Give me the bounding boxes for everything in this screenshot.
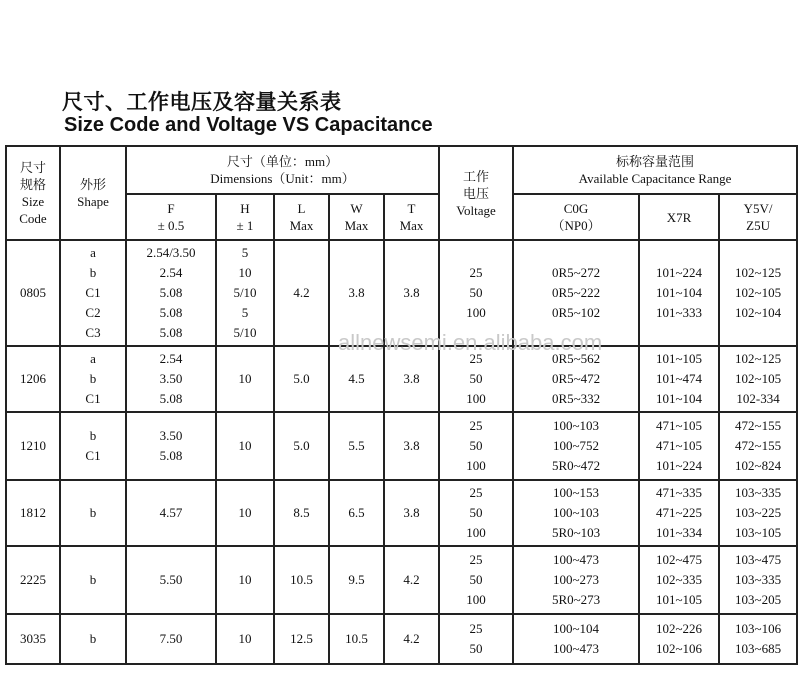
cell-line: 100~273: [553, 572, 600, 587]
cell-line: 25: [469, 552, 483, 567]
cell-line: 1210: [20, 438, 46, 453]
cell-h: [216, 480, 274, 546]
cell-line: 5.0: [293, 371, 310, 386]
header-c0g: [513, 194, 639, 240]
cell-line: C1: [85, 285, 101, 300]
cell-y5v: [719, 480, 797, 546]
cell-line: 102~475: [656, 552, 703, 567]
cell-line: 5.08: [159, 448, 183, 463]
cell-line: ± 1: [236, 218, 254, 233]
header-y5v: [719, 194, 797, 240]
cell-line: 100~752: [553, 438, 600, 453]
cell-w: [329, 480, 384, 546]
cell-c0g: [513, 346, 639, 412]
cell-line: 3.8: [403, 285, 420, 300]
cell-l: [274, 346, 329, 412]
header-voltage: [439, 146, 513, 240]
cell-voltage: [439, 480, 513, 546]
cell-line: 101~333: [656, 305, 703, 320]
cell-t: [384, 546, 439, 614]
cell-c0g: [513, 412, 639, 480]
cell-x7r: [639, 480, 719, 546]
cell-line: 100: [466, 391, 486, 406]
cell-line: 472~155: [735, 418, 782, 433]
cell-line: 10.5: [345, 631, 368, 646]
cell-c0g: [513, 480, 639, 546]
cell-line: 5: [241, 305, 249, 320]
cell-line: 10.5: [290, 572, 313, 587]
cell-line: 25: [469, 351, 483, 366]
cell-line: 0R5~562: [551, 351, 601, 366]
cell-line: 10: [238, 505, 252, 520]
cell-x7r: [639, 546, 719, 614]
cell-line: 0R5~222: [551, 285, 601, 300]
cell-line: 102~105: [735, 285, 782, 300]
cell-line: 5/10: [233, 325, 257, 340]
cell-line: 4.57: [159, 505, 183, 520]
cell-c0g: [513, 614, 639, 664]
cell-line: （NP0）: [551, 218, 601, 233]
cell-line: 4.5: [348, 371, 365, 386]
cell-shape: [60, 346, 126, 412]
cell-w: [329, 412, 384, 480]
cell-t: [384, 346, 439, 412]
cell-f: [126, 546, 216, 614]
cell-line: Z5U: [746, 218, 770, 233]
cell-t: [384, 480, 439, 546]
cell-shape: [60, 412, 126, 480]
cell-t: [384, 412, 439, 480]
cell-voltage: [439, 614, 513, 664]
capacitance-table: [5, 145, 798, 665]
cell-line: 101~105: [656, 592, 703, 607]
cell-line: 标称容量范围: [616, 154, 695, 169]
cell-code: [6, 346, 60, 412]
cell-line: b: [89, 631, 97, 646]
cell-line: 3.8: [348, 285, 365, 300]
header-t: [384, 194, 439, 240]
cell-t: [384, 614, 439, 664]
title-chinese: 尺寸、工作电压及容量关系表: [62, 89, 342, 114]
header-dimensions: [126, 146, 439, 194]
cell-voltage: [439, 546, 513, 614]
table-row: [6, 346, 797, 412]
cell-line: 101~224: [656, 265, 703, 280]
cell-line: Max: [289, 218, 314, 233]
cell-line: 101~105: [656, 351, 703, 366]
title-english: Size Code and Voltage VS Capacitance: [64, 114, 433, 136]
cell-line: 外形: [79, 177, 106, 192]
cell-line: Max: [399, 218, 424, 233]
cell-line: 3.50: [159, 428, 183, 443]
cell-line: a: [90, 245, 96, 260]
cell-line: 100~104: [553, 621, 600, 636]
cell-line: 103~335: [735, 485, 782, 500]
cell-line: 0R5~332: [551, 391, 601, 406]
cell-line: 1812: [20, 505, 46, 520]
cell-line: 102~125: [735, 265, 782, 280]
cell-line: 103~225: [735, 505, 782, 520]
cell-f: [126, 614, 216, 664]
cell-line: ± 0.5: [157, 218, 185, 233]
cell-line: 25: [469, 621, 483, 636]
cell-l: [274, 614, 329, 664]
cell-line: 8.5: [293, 505, 310, 520]
cell-line: 101~104: [656, 285, 703, 300]
cell-shape: [60, 480, 126, 546]
cell-line: 100~153: [553, 485, 600, 500]
cell-line: L: [297, 201, 306, 216]
cell-line: 0R5~102: [551, 305, 601, 320]
cell-line: b: [89, 505, 97, 520]
cell-line: 4.2: [293, 285, 310, 300]
cell-h: [216, 546, 274, 614]
cell-line: 102~106: [656, 641, 703, 656]
watermark: allnewsemi.en.alibaba.com: [338, 330, 603, 355]
cell-h: [216, 614, 274, 664]
cell-line: Size: [21, 194, 45, 209]
cell-line: 102~824: [735, 458, 782, 473]
cell-line: b: [89, 572, 97, 587]
cell-w: [329, 346, 384, 412]
cell-line: 5.08: [159, 325, 183, 340]
header-f: [126, 194, 216, 240]
cell-line: 102~125: [735, 351, 782, 366]
cell-line: 472~155: [735, 438, 782, 453]
cell-line: 101~104: [656, 391, 703, 406]
cell-h: [216, 412, 274, 480]
cell-line: 102~226: [656, 621, 703, 636]
cell-l: [274, 546, 329, 614]
header-capacitance-range: [513, 146, 797, 194]
cell-h: [216, 346, 274, 412]
cell-line: 102-334: [736, 391, 780, 406]
cell-f: [126, 346, 216, 412]
cell-f: [126, 240, 216, 346]
cell-line: 103~106: [735, 621, 782, 636]
cell-voltage: [439, 346, 513, 412]
cell-line: C2: [85, 305, 101, 320]
cell-voltage: [439, 412, 513, 480]
cell-line: 10: [238, 265, 252, 280]
cell-x7r: [639, 240, 719, 346]
cell-line: 3.8: [403, 371, 420, 386]
cell-line: b: [89, 428, 97, 443]
cell-line: 101~224: [656, 458, 703, 473]
cell-line: 50: [469, 371, 483, 386]
cell-line: 25: [469, 485, 483, 500]
cell-line: Shape: [77, 194, 109, 209]
cell-line: Available Capacitance Range: [578, 171, 732, 186]
cell-h: [216, 240, 274, 346]
cell-line: 100~103: [553, 418, 600, 433]
cell-w: [329, 614, 384, 664]
cell-line: 5.50: [159, 572, 183, 587]
cell-line: 3.8: [403, 505, 420, 520]
header-h: [216, 194, 274, 240]
cell-line: 5.08: [159, 391, 183, 406]
cell-shape: [60, 614, 126, 664]
cell-x7r: [639, 412, 719, 480]
cell-line: 103~105: [735, 525, 782, 540]
table-row: [6, 412, 797, 480]
cell-line: 1206: [20, 371, 46, 386]
cell-line: 6.5: [348, 505, 365, 520]
cell-line: 103~475: [735, 552, 782, 567]
cell-line: 3.8: [403, 438, 420, 453]
header-l: [274, 194, 329, 240]
cell-line: 100~473: [553, 641, 600, 656]
cell-line: b: [89, 265, 97, 280]
cell-y5v: [719, 614, 797, 664]
table-row: [6, 480, 797, 546]
cell-line: 100~103: [553, 505, 600, 520]
cell-line: 100: [466, 305, 486, 320]
cell-line: 4.2: [403, 631, 420, 646]
header-shape: [60, 146, 126, 240]
cell-line: 50: [469, 438, 483, 453]
cell-line: 5R0~273: [551, 592, 601, 607]
cell-line: 471~225: [656, 505, 703, 520]
cell-line: 5.08: [159, 285, 183, 300]
cell-line: 50: [469, 641, 483, 656]
cell-line: 工作: [463, 168, 490, 184]
cell-line: 101~474: [656, 371, 703, 386]
cell-line: 100~473: [553, 552, 600, 567]
cell-line: 2.54: [159, 351, 183, 366]
cell-line: W: [350, 201, 363, 216]
table-row: [6, 240, 797, 346]
cell-line: 10: [238, 438, 252, 453]
cell-line: Y5V/: [743, 201, 773, 216]
cell-line: 5R0~103: [551, 525, 601, 540]
cell-line: 10: [238, 631, 252, 646]
cell-l: [274, 480, 329, 546]
cell-line: 规格: [19, 177, 46, 192]
cell-line: 电压: [463, 185, 490, 201]
cell-f: [126, 480, 216, 546]
cell-line: Max: [344, 218, 369, 233]
cell-code: [6, 240, 60, 346]
cell-line: 尺寸: [19, 160, 46, 175]
cell-line: X7R: [666, 209, 692, 225]
cell-line: 2225: [20, 572, 46, 587]
cell-line: 25: [469, 418, 483, 433]
cell-shape: [60, 240, 126, 346]
cell-line: 100: [466, 525, 486, 540]
cell-code: [6, 412, 60, 480]
cell-line: 4.2: [403, 572, 420, 587]
cell-line: T: [407, 201, 416, 216]
cell-line: F: [167, 201, 175, 216]
table-row: [6, 614, 797, 664]
cell-code: [6, 480, 60, 546]
cell-c0g: [513, 546, 639, 614]
cell-line: C0G: [563, 201, 589, 216]
cell-line: 103~205: [735, 592, 782, 607]
cell-line: 101~334: [656, 525, 703, 540]
cell-line: 100: [466, 458, 486, 473]
cell-line: 5/10: [233, 285, 257, 300]
cell-line: 9.5: [348, 572, 365, 587]
cell-line: Dimensions（Unit：mm）: [210, 171, 355, 186]
header-x7r: [639, 194, 719, 240]
cell-line: b: [89, 371, 97, 386]
cell-line: 471~105: [656, 438, 703, 453]
cell-line: 471~105: [656, 418, 703, 433]
cell-line: 102~105: [735, 371, 782, 386]
cell-line: 10: [238, 371, 252, 386]
cell-line: 50: [469, 505, 483, 520]
cell-line: 10: [238, 572, 252, 587]
cell-line: 5.5: [348, 438, 365, 453]
cell-line: C1: [85, 448, 101, 463]
cell-line: 50: [469, 572, 483, 587]
cell-line: 3.50: [159, 371, 183, 386]
cell-c0g: [513, 240, 639, 346]
cell-line: 471~335: [656, 485, 703, 500]
cell-line: 103~685: [735, 641, 782, 656]
cell-line: 103~335: [735, 572, 782, 587]
cell-line: 5R0~472: [551, 458, 601, 473]
cell-y5v: [719, 240, 797, 346]
cell-y5v: [719, 346, 797, 412]
cell-line: 尺寸（单位：mm）: [226, 154, 339, 169]
cell-w: [329, 240, 384, 346]
cell-line: 102~104: [735, 305, 782, 320]
cell-line: 2.54/3.50: [146, 245, 196, 260]
cell-w: [329, 546, 384, 614]
cell-x7r: [639, 346, 719, 412]
cell-l: [274, 240, 329, 346]
table-row: [6, 546, 797, 614]
cell-line: 100: [466, 592, 486, 607]
cell-line: 25: [469, 265, 483, 280]
cell-line: 5.0: [293, 438, 310, 453]
cell-voltage: [439, 240, 513, 346]
cell-line: Voltage: [456, 202, 496, 218]
cell-line: 50: [469, 285, 483, 300]
cell-line: 5: [241, 245, 249, 260]
cell-line: 0R5~272: [551, 265, 601, 280]
cell-line: 102~335: [656, 572, 703, 587]
cell-x7r: [639, 614, 719, 664]
cell-line: 0805: [20, 285, 46, 300]
cell-line: 2.54: [159, 265, 183, 280]
cell-t: [384, 240, 439, 346]
header-w: [329, 194, 384, 240]
cell-code: [6, 546, 60, 614]
cell-y5v: [719, 546, 797, 614]
cell-line: a: [90, 351, 96, 366]
cell-line: 7.50: [159, 631, 183, 646]
cell-shape: [60, 546, 126, 614]
cell-line: 3035: [20, 631, 46, 646]
cell-line: Code: [19, 211, 47, 226]
cell-code: [6, 614, 60, 664]
cell-line: C1: [85, 391, 101, 406]
cell-line: 5.08: [159, 305, 183, 320]
cell-line: C3: [85, 325, 101, 340]
cell-line: H: [240, 201, 250, 216]
cell-f: [126, 412, 216, 480]
cell-line: 12.5: [290, 631, 313, 646]
cell-y5v: [719, 412, 797, 480]
cell-l: [274, 412, 329, 480]
header-size-code: [6, 146, 60, 240]
cell-line: 0R5~472: [551, 371, 601, 386]
